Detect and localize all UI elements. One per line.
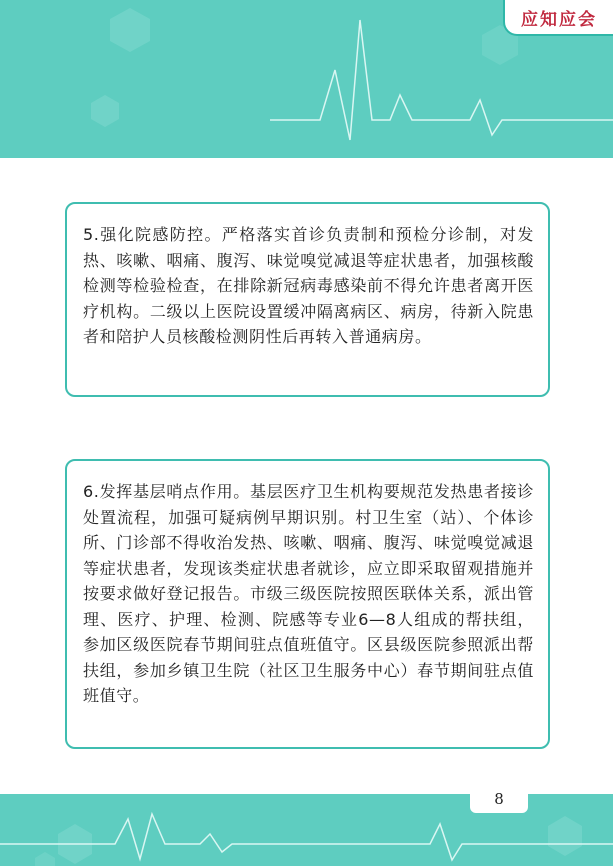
section-text-6: 6.发挥基层哨点作用。基层医疗卫生机构要规范发热患者接诊处置流程，加强可疑病例早期识别。村卫生室（站）、个体诊所、门诊部不得收治发热、咳嗽、咽痛、腹泻、味觉嗅觉减退等症状患者，发现该类症状患者就诊，应立即采取留观措施并按要求做好登记报告。市级三级医院按照医联体关系，派出管理、医疗、护理、检测、院感等专业6—8人组成的帮扶组，参加区级医院春节期间驻点值班值守。区县级医院参照派出帮扶组，参加乡镇卫生院（社区卫生服务中心）春节期间驻点值班值守。: [83, 482, 534, 705]
header-band: [0, 0, 613, 158]
category-tag: [503, 0, 613, 36]
section-text-5: 5.强化院感防控。严格落实首诊负责制和预检分诊制，对发热、咳嗽、咽痛、腹泻、味觉嗅觉减退等症状患者，加强核酸检测等检验检查，在排除新冠病毒感染前不得允许患者离开医疗机构。二级以上医院设置缓冲隔离病区、病房，待新入院患者和陪护人员核酸检测阴性后再转入普通病房。: [83, 225, 534, 346]
page-number: 8: [494, 790, 504, 808]
section-card-5: [65, 202, 550, 397]
page-number-tab: [470, 785, 528, 813]
category-tag-label: 应知应会: [521, 9, 597, 30]
section-card-6: [65, 459, 550, 749]
